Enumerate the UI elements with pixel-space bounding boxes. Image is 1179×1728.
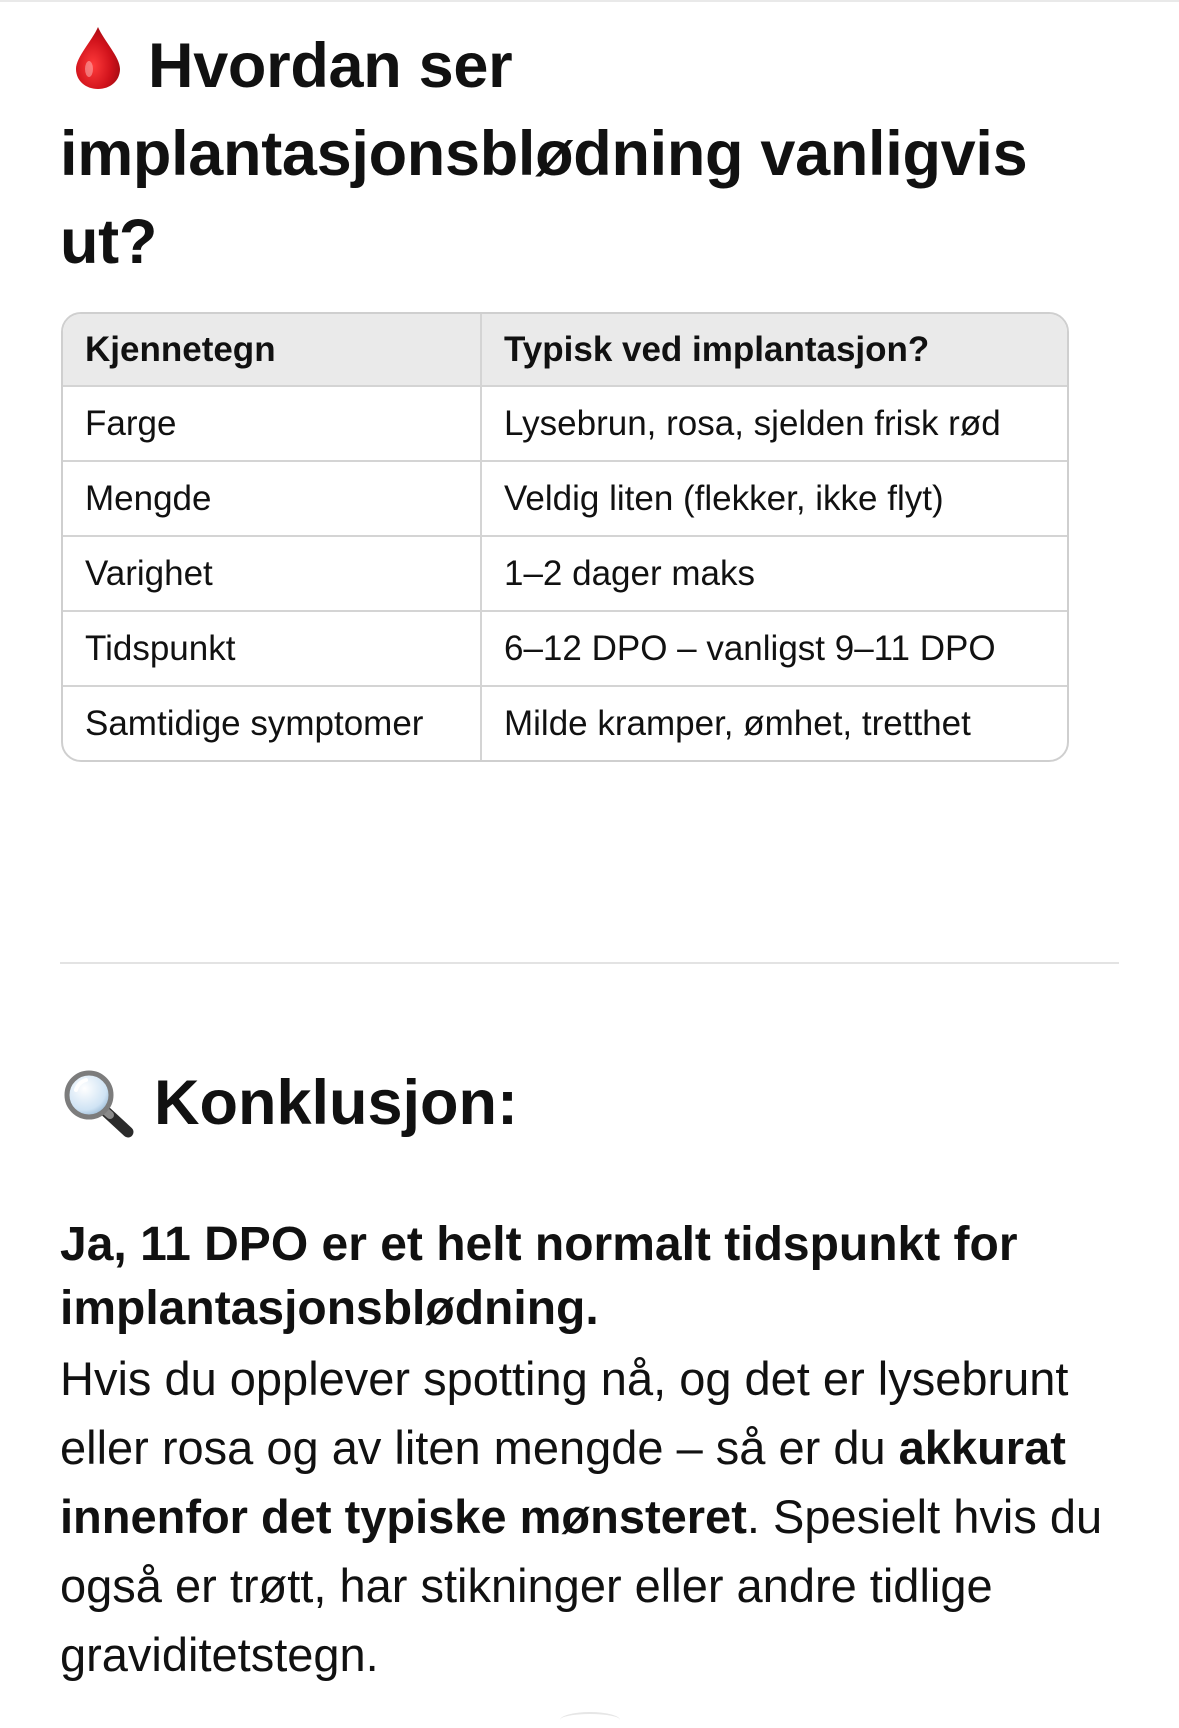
table-cell-feature: Mengde (63, 461, 481, 536)
section-title: Hvordan ser implantasjonsblødning vanligvis ut? (60, 31, 1028, 277)
table-cell-value: Veldig liten (flekker, ikke flyt) (481, 461, 1067, 536)
paragraph-text: . Spesielt hvis du også er trøtt, har stikninger eller andre tidlige graviditetstegn. (60, 1490, 1103, 1681)
section-divider (60, 962, 1119, 964)
table-cell-value: Lysebrun, rosa, sjelden frisk rød (481, 386, 1067, 461)
table-row (63, 461, 1067, 536)
table-cell-feature: Farge (63, 386, 481, 461)
table-row (63, 611, 1067, 686)
table-cell-feature: Tidspunkt (63, 611, 481, 686)
table-header-row (63, 314, 1067, 386)
table-cell-value: Milde kramper, ømhet, tretthet (481, 686, 1067, 760)
table-cell-value: 6–12 DPO – vanligst 9–11 DPO (481, 611, 1067, 686)
section-heading-implantation (60, 22, 1120, 286)
paragraph-text: Hvis du opplever spotting nå, og det er lysebrunt eller rosa og av liten mengde – så er du (60, 1352, 1069, 1474)
table-row (63, 536, 1067, 611)
section-title: Konklusjon: (154, 1068, 518, 1138)
paragraph-emphasis: akkurat innenfor det typiske mønsteret (60, 1421, 1066, 1543)
column-header: Typisk ved implantasjon? (481, 314, 1067, 386)
conclusion-paragraph (60, 1344, 1150, 1689)
column-header: Kjennetegn (63, 314, 481, 386)
table-row (63, 386, 1067, 461)
table-row (63, 686, 1067, 760)
table-cell-value: 1–2 dager maks (481, 536, 1067, 611)
top-divider (0, 0, 1179, 2)
magnifying-glass-icon (60, 1072, 154, 1132)
characteristics-table (61, 312, 1069, 762)
scroll-hint (560, 1712, 620, 1728)
drop-of-blood-icon (60, 33, 148, 93)
section-heading-conclusion (60, 1058, 518, 1148)
table-cell-feature: Samtidige symptomer (85, 703, 424, 743)
table-cell-feature: Varighet (63, 536, 481, 611)
conclusion-lead: Ja, 11 DPO er et helt normalt tidspunkt for implantasjonsblødning. (60, 1218, 1018, 1335)
